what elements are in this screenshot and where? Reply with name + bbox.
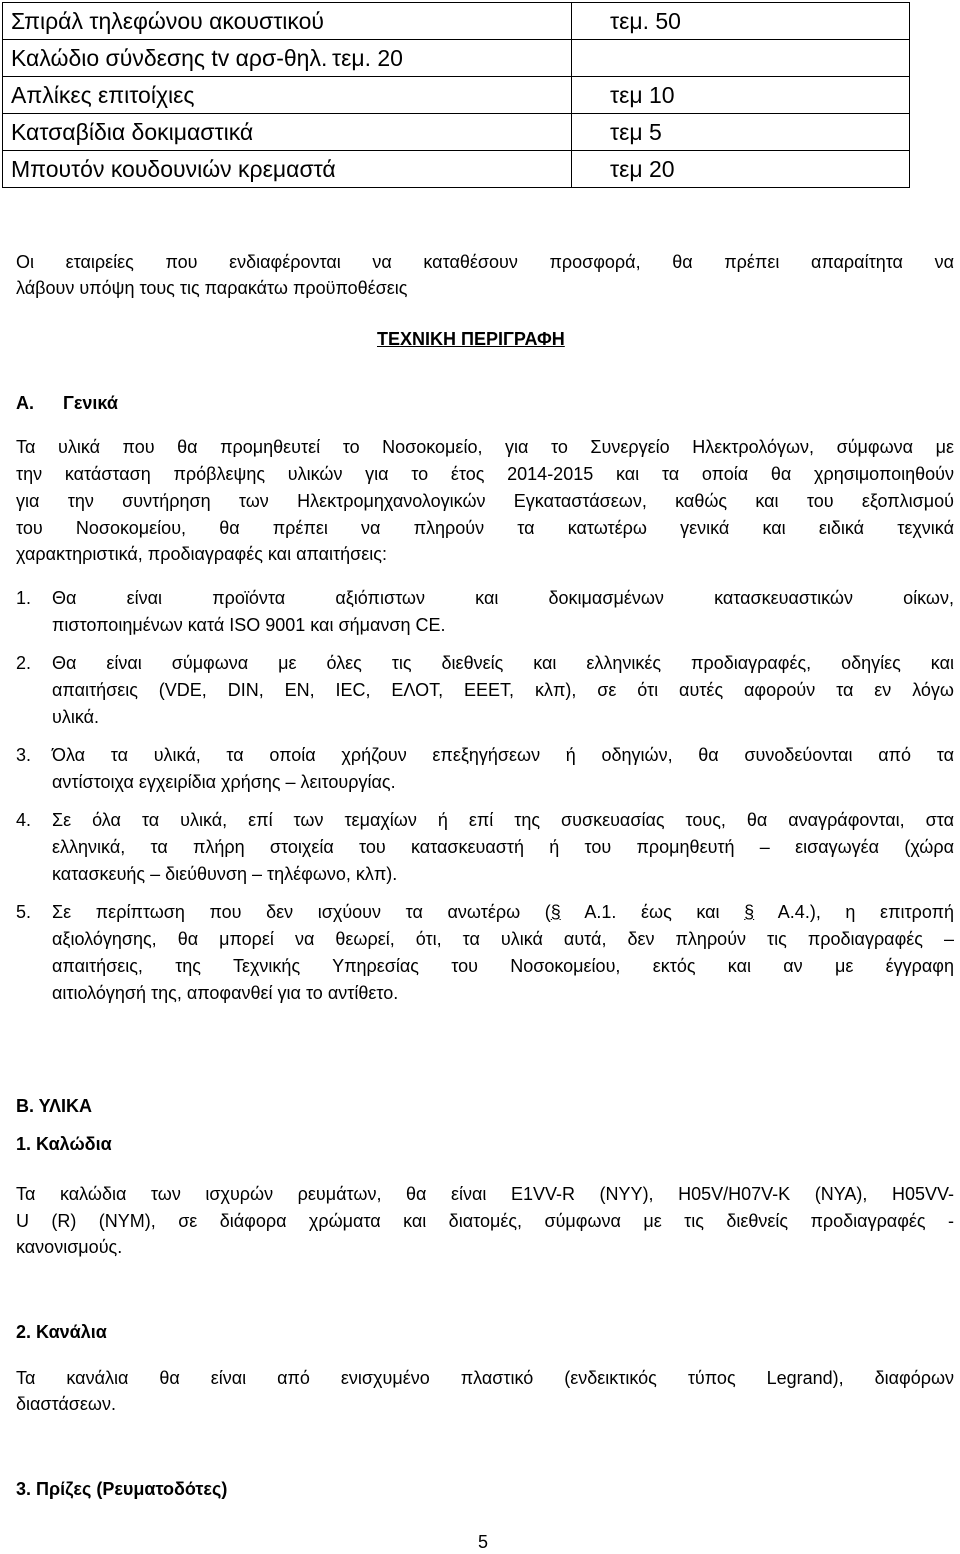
qty-cell: τεμ 20 bbox=[572, 151, 910, 188]
qty-cell: τεμ. 20 bbox=[332, 40, 670, 77]
items-table bbox=[2, 2, 910, 188]
list-item-line: κατασκευής – διεύθυνση – τηλέφωνο, κλπ). bbox=[52, 864, 398, 884]
item-cell: Μπουτόν κουδουνιών κρεμαστά bbox=[3, 151, 572, 188]
table-row bbox=[3, 77, 910, 114]
item-cell: Καλώδιο σύνδεσης tv αρσ-θηλ. bbox=[3, 40, 572, 77]
section-a-para-line: για την συντήρηση των Ηλεκτρομηχανολογικών Εγκαταστάσεων, καθώς και του εξοπλισμού bbox=[16, 491, 954, 511]
qty-cell: τεμ 10 bbox=[572, 77, 910, 114]
subsection-title: 2. Κανάλια bbox=[16, 1322, 107, 1342]
section-sign: § bbox=[550, 902, 561, 922]
item5-text-c: Α.4.), η επιτροπή bbox=[754, 902, 955, 922]
list-item-line: Θα είναι προϊόντα αξιόπιστων και δοκιμασμένων κατασκευαστικών οίκων, bbox=[52, 588, 954, 608]
list-item-line: ελληνικά, τα πλήρη στοιχεία του κατασκευαστή ή του προμηθευτή – εισαγωγέα (χώρα bbox=[52, 837, 954, 857]
list-item-line: υλικά. bbox=[52, 707, 100, 727]
list-item-line: Θα είναι σύμφωνα με όλες τις διεθνείς και ελληνικές προδιαγραφές, οδηγίες και bbox=[52, 653, 954, 673]
list-item-line bbox=[52, 899, 954, 925]
section-a-title: Γενικά bbox=[63, 393, 118, 413]
section-b-title: Β. ΥΛΙΚΑ bbox=[16, 1096, 93, 1116]
section-a-para-line: χαρακτηριστικά, προδιαγραφές και απαιτήσεις: bbox=[16, 544, 387, 564]
list-item-number: 3. bbox=[16, 745, 32, 765]
list-item-line: πιστοποιημένων κατά ISO 9001 και σήμανση CE. bbox=[52, 615, 446, 635]
item-cell: Απλίκες επιτοίχιες bbox=[3, 77, 572, 114]
subsection-line: Τα κανάλια θα είναι από ενισχυμένο πλαστικό (ενδεικτικός τύπος Legrand), διαφόρων bbox=[16, 1368, 954, 1388]
table-row bbox=[3, 3, 910, 40]
list-item-number: 2. bbox=[16, 653, 32, 673]
list-item-line: αντίστοιχα εγχειρίδια χρήσης – λειτουργίας. bbox=[52, 772, 396, 792]
list-item-number: 5. bbox=[16, 902, 32, 922]
subsection-title: 1. Καλώδια bbox=[16, 1134, 112, 1154]
section-a-para-line: Τα υλικά που θα προμηθευτεί το Νοσοκομείο, για το Συνεργείο Ηλεκτρολόγων, σύμφωνα με bbox=[16, 437, 954, 457]
table-row bbox=[3, 151, 910, 188]
subsection-line: κανονισμούς. bbox=[16, 1237, 123, 1257]
intro-line-2: λάβουν υπόψη τους τις παρακάτω προϋποθέσεις bbox=[16, 278, 408, 298]
page-number: 5 bbox=[478, 1532, 489, 1552]
list-item-line: απαιτήσεις (VDE, DIN, EN, IEC, ΕΛΟΤ, ΕΕΕΤ, κλπ), σε ότι αυτές αφορούν τα εν λόγω bbox=[52, 680, 954, 700]
subsection-title: 3. Πρίζες (Ρευματοδότες) bbox=[16, 1479, 228, 1499]
intro-line-1: Οι εταιρείες που ενδιαφέρονται να καταθέσουν προσφορά, θα πρέπει απαραίτητα να bbox=[16, 252, 954, 272]
qty-cell: τεμ 5 bbox=[572, 114, 910, 151]
item-cell: Σπιράλ τηλεφώνου ακουστικού bbox=[3, 3, 572, 40]
subsection-line: διαστάσεων. bbox=[16, 1394, 116, 1414]
list-item-line: αξιολόγησης, θα μπορεί να θεωρεί, ότι, τα υλικά αυτά, δεν πληρούν τις προδιαγραφές – bbox=[52, 929, 954, 949]
subsection-line: U (R) (NYM), σε διάφορα χρώματα και διατομές, σύμφωνα με τις διεθνείς προδιαγραφές - bbox=[16, 1211, 954, 1231]
item5-text-b: Α.1. έως και bbox=[560, 902, 745, 922]
table-row bbox=[3, 114, 910, 151]
list-item-number: 1. bbox=[16, 588, 32, 608]
item-cell: Κατσαβίδια δοκιμαστικά bbox=[3, 114, 572, 151]
list-item-line: Όλα τα υλικά, τα οποία χρήζουν επεξηγήσεων ή οδηγιών, θα συνοδεύονται από τα bbox=[52, 745, 954, 765]
table-row bbox=[3, 40, 910, 77]
page-heading: ΤΕΧΝΙΚΗ ΠΕΡΙΓΡΑΦΗ bbox=[377, 329, 565, 349]
section-a-para-line: του Νοσοκομείου, θα πρέπει να πληρούν τα κατωτέρω γενικά και ειδικά τεχνικά bbox=[16, 518, 954, 538]
section-sign: § bbox=[744, 902, 755, 922]
section-a-label: Α. bbox=[16, 393, 34, 413]
list-item-line: αιτιολόγησή της, αποφανθεί για το αντίθετο. bbox=[52, 983, 399, 1003]
subsection-line: Τα καλώδια των ισχυρών ρευμάτων, θα είναι E1VV-R (NYY), H05V/H07V-K (NYA), H05VV- bbox=[16, 1184, 954, 1204]
list-item-number: 4. bbox=[16, 810, 32, 830]
section-a-para-line: την κατάσταση πρόβλεψης υλικών για το έτος 2014-2015 και τα οποία θα χρησιμοποιηθούν bbox=[16, 464, 954, 484]
qty-cell: τεμ. 50 bbox=[572, 3, 910, 40]
list-item-line: Σε όλα τα υλικά, επί των τεμαχίων ή επί της συσκευασίας τους, θα αναγράφονται, στα bbox=[52, 810, 954, 830]
list-item-line: απαιτήσεις, της Τεχνικής Υπηρεσίας του Νοσοκομείου, εκτός και αν με έγγραφη bbox=[52, 956, 954, 976]
item5-text-a: Σε περίπτωση που δεν ισχύουν τα ανωτέρω ( bbox=[52, 902, 551, 922]
